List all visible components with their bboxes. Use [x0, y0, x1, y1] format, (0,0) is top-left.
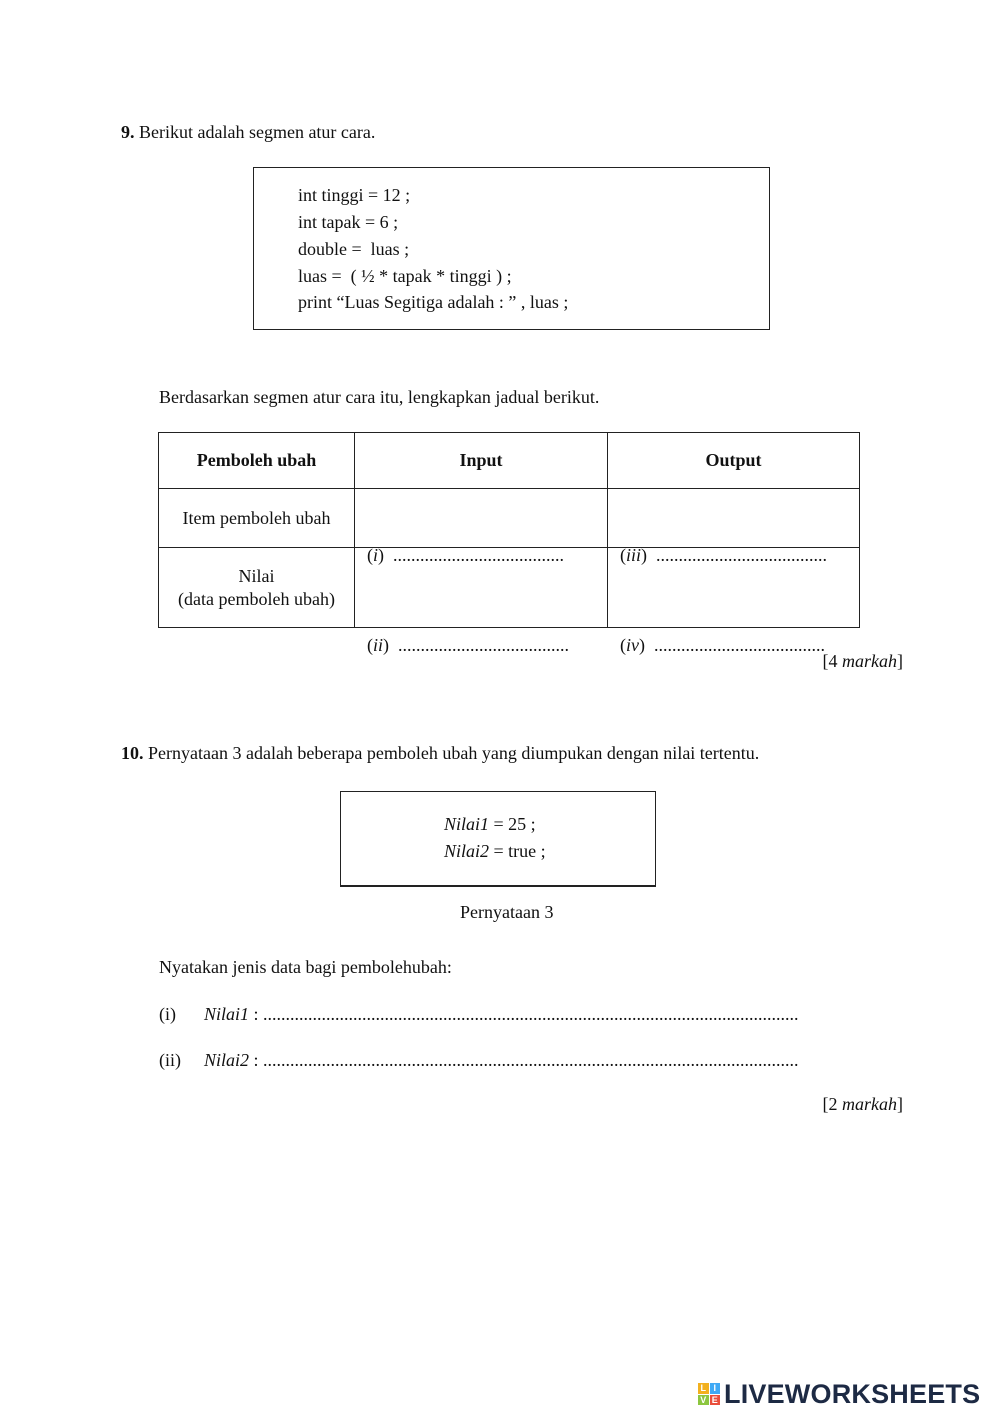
- code-segment-box: [253, 167, 770, 330]
- statement-box: [340, 791, 656, 887]
- question-10-title: [121, 743, 759, 764]
- row-label-value: Nilai (data pemboleh ubah): [159, 548, 355, 628]
- q9-marks: [4 markah]: [822, 651, 903, 671]
- liveworksheets-logo: [698, 1378, 980, 1410]
- header-output: Output: [608, 433, 860, 489]
- blank-ii: (ii) ......................................: [367, 634, 570, 655]
- question-text: Pernyataan 3 adalah beberapa pemboleh ubah yang diumpukan dengan nilai tertentu.: [143, 743, 760, 763]
- table-row: [159, 489, 860, 548]
- code-line: double = luas ;: [298, 239, 410, 259]
- code-line: int tapak = 6 ;: [298, 212, 399, 232]
- blank-i: (i) ......................................: [367, 545, 565, 565]
- statement-line-1: Nilai1 = 25 ;: [444, 814, 536, 834]
- statement-caption: Pernyataan 3: [460, 902, 554, 922]
- q10-marks: [2 markah]: [822, 1094, 903, 1114]
- question-number: 9.: [121, 122, 135, 142]
- answer-1-line[interactable]: Nilai1 : .......................................................................................................................: [204, 1004, 799, 1024]
- answer-2-line[interactable]: Nilai2 : .......................................................................................................................: [204, 1050, 799, 1070]
- q10-instruction: Nyatakan jenis data bagi pembolehubah:: [159, 957, 452, 977]
- question-number: 10.: [121, 743, 144, 763]
- blank-iv: (iv) ......................................: [620, 634, 825, 655]
- code-line: int tinggi = 12 ;: [298, 185, 411, 205]
- code-line: print “Luas Segitiga adalah : ” , luas ;: [298, 292, 569, 312]
- statement-line-2: Nilai2 = true ;: [444, 841, 546, 861]
- question-9-title: [121, 122, 375, 143]
- blank-iii-cell[interactable]: [608, 489, 860, 565]
- header-input: Input: [355, 433, 608, 489]
- row-label-item: Item pemboleh ubah: [159, 489, 355, 548]
- blank-iii: (iii) ......................................: [620, 545, 828, 565]
- answer-1-number: (i): [159, 1004, 176, 1024]
- question-text: Berikut adalah segmen atur cara.: [134, 122, 376, 142]
- header-variable: Pemboleh ubah: [159, 433, 355, 489]
- code-line: luas = ( ½ * tapak * tinggi ) ;: [298, 266, 512, 286]
- variables-table: [158, 432, 860, 655]
- q9-instruction: Berdasarkan segmen atur cara itu, lengkapkan jadual berikut.: [159, 387, 600, 407]
- logo-mark-icon: L I V E: [698, 1383, 720, 1405]
- answer-2-number: (ii): [159, 1050, 181, 1070]
- logo-text: LIVEWORKSHEETS: [724, 1378, 981, 1409]
- blank-i-cell[interactable]: [355, 489, 608, 565]
- table-header-row: [159, 433, 860, 489]
